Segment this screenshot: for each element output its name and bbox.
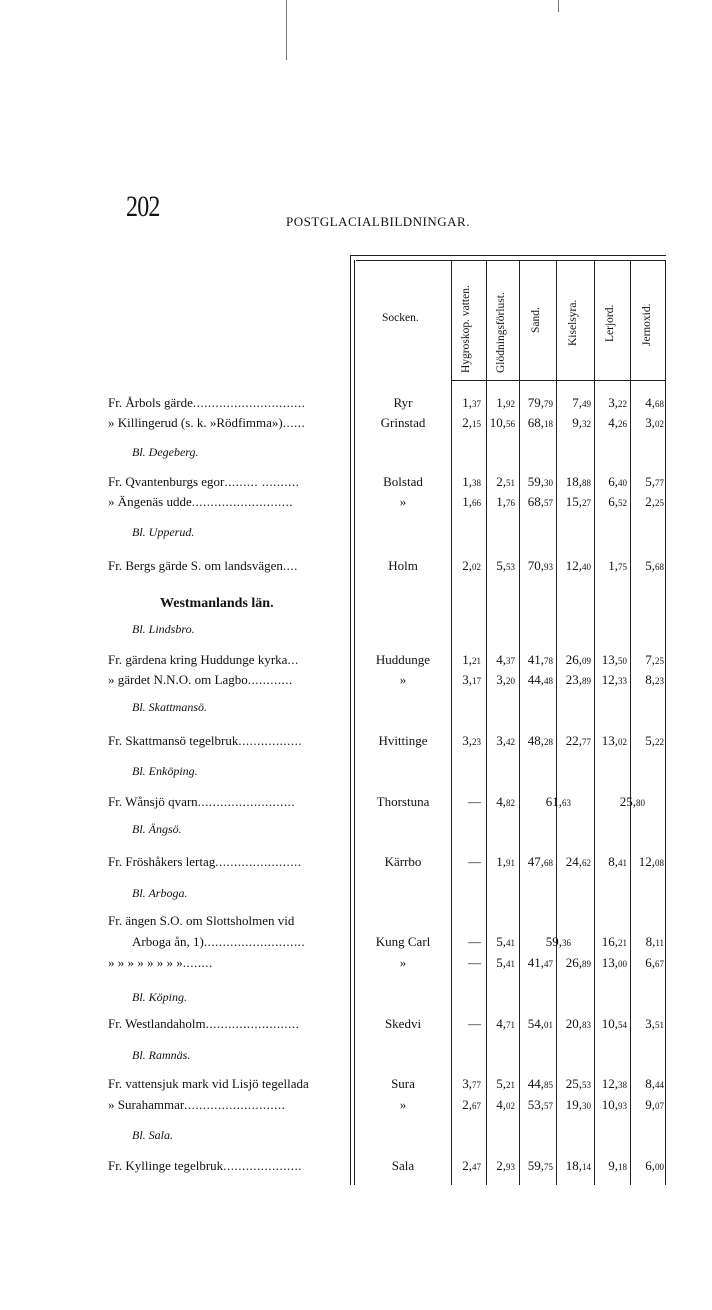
leader-dots: .......................... bbox=[197, 794, 296, 809]
cell-value: 3,20 bbox=[496, 672, 515, 687]
row-label-text: Fr. gärdena kring Huddunge kyrka bbox=[108, 652, 288, 667]
cell-value: 4,26 bbox=[608, 415, 627, 430]
row-label-text: Fr. Qvantenburgs egor bbox=[108, 474, 225, 489]
row-socken: Sala bbox=[391, 1158, 415, 1173]
leader-dots: ... bbox=[287, 652, 299, 667]
cell-value: 1,75 bbox=[608, 558, 627, 573]
cell-value: 26,89 bbox=[565, 955, 591, 970]
leader-dots: ........................... bbox=[203, 934, 306, 949]
cell-value: 13,50 bbox=[601, 652, 627, 667]
cell-value: 12,08 bbox=[638, 854, 664, 869]
cell-value: 18,14 bbox=[565, 1158, 591, 1173]
cell-value: 5,41 bbox=[496, 934, 515, 949]
cell-value: 6,40 bbox=[608, 474, 627, 489]
row-label-text: » gärdet N.N.O. om Lagbo bbox=[108, 672, 248, 687]
cell-value: 3,77 bbox=[462, 1076, 481, 1091]
cell-value: 4,71 bbox=[496, 1016, 515, 1031]
sheet-subheading: Bl. Degeberg. bbox=[132, 445, 199, 459]
row-label-text: Fr. Kyllinge tegelbruk bbox=[108, 1158, 224, 1173]
cell-value: 1,66 bbox=[462, 494, 481, 509]
cell-value: 59,36 bbox=[545, 934, 571, 949]
row-label bbox=[108, 415, 346, 431]
row-label-text: Fr. Wånsjö qvarn bbox=[108, 794, 198, 809]
col-header-kisel: Kiselsyra. bbox=[567, 299, 579, 346]
cell-value: 2,15 bbox=[462, 415, 481, 430]
leader-dots: ............ bbox=[247, 672, 293, 687]
cell-value: 2,67 bbox=[462, 1097, 481, 1112]
cell-value: 41,47 bbox=[527, 955, 553, 970]
cell-value: 25,80 bbox=[619, 794, 645, 809]
cell-value: 3,02 bbox=[645, 415, 664, 430]
row-label-text: Fr. Årbols gärde bbox=[108, 395, 193, 410]
cell-value: 2,47 bbox=[462, 1158, 481, 1173]
row-label bbox=[108, 733, 346, 749]
sheet-subheading: Bl. Arboga. bbox=[132, 886, 188, 900]
leader-dots: ........................... bbox=[184, 1097, 286, 1112]
row-socken: Holm bbox=[388, 558, 418, 573]
row-socken: Skedvi bbox=[384, 1016, 422, 1031]
cell-value: 3,22 bbox=[608, 395, 627, 410]
cell-value: 3,17 bbox=[462, 672, 481, 687]
cell-value: 13,02 bbox=[601, 733, 627, 748]
cell-value: — bbox=[468, 1016, 481, 1031]
row-socken: Bolstad bbox=[383, 474, 423, 489]
row-label bbox=[108, 1097, 346, 1113]
table-row bbox=[0, 733, 712, 753]
cell-value: 5,77 bbox=[645, 474, 664, 489]
row-label-text: Fr. Bergs gärde S. om landsvägen bbox=[108, 558, 283, 573]
col-header-hygro: Hygroskop. vatten. bbox=[460, 285, 472, 373]
cell-value: 10,56 bbox=[489, 415, 515, 430]
table-row bbox=[0, 494, 712, 514]
table-row bbox=[0, 794, 712, 814]
sheet-subheading: Bl. Upperud. bbox=[132, 525, 195, 539]
cell-value: 20,83 bbox=[565, 1016, 591, 1031]
leader-dots: ....................... bbox=[215, 854, 302, 869]
cell-value: 12,40 bbox=[565, 558, 591, 573]
cell-value: 7,49 bbox=[572, 395, 591, 410]
cell-value: — bbox=[468, 854, 481, 869]
cell-value: 59,75 bbox=[527, 1158, 553, 1173]
cell-value: 16,21 bbox=[601, 934, 627, 949]
cell-value: 1,37 bbox=[462, 395, 481, 410]
header-bottom-rule bbox=[451, 380, 666, 381]
cell-value: 54,01 bbox=[527, 1016, 553, 1031]
table-row bbox=[0, 913, 712, 933]
page-number: 202 bbox=[126, 190, 160, 223]
cell-value: 2,02 bbox=[462, 558, 481, 573]
sheet-subheading: Bl. Sala. bbox=[132, 1128, 173, 1142]
cell-value: 53,57 bbox=[527, 1097, 553, 1112]
scan-edge-line bbox=[558, 0, 559, 12]
cell-value: 3,42 bbox=[496, 733, 515, 748]
row-socken: Sura bbox=[391, 1076, 415, 1091]
row-label-text: Fr. Skattmansö tegelbruk bbox=[108, 733, 239, 748]
row-socken: Thorstuna bbox=[376, 794, 430, 809]
cell-value: 26,09 bbox=[565, 652, 591, 667]
cell-value: 8,44 bbox=[645, 1076, 664, 1091]
cell-value: — bbox=[468, 955, 481, 970]
row-label-text: Fr. Fröshåkers lertag bbox=[108, 854, 216, 869]
row-label bbox=[108, 1076, 346, 1092]
row-socken: » bbox=[399, 672, 407, 687]
cell-value: 13,00 bbox=[601, 955, 627, 970]
table-top-rule bbox=[350, 255, 666, 256]
section-heading: Westmanlands län. bbox=[160, 596, 274, 611]
leader-dots: ..................... bbox=[223, 1158, 302, 1173]
cell-value: 68,18 bbox=[527, 415, 553, 430]
row-socken: » bbox=[399, 955, 407, 970]
row-socken: Kärrbo bbox=[384, 854, 422, 869]
cell-value: 1,38 bbox=[462, 474, 481, 489]
col-header-glod: Glödningsförlust. bbox=[495, 292, 507, 373]
sheet-subheading: Bl. Enköping. bbox=[132, 764, 198, 778]
cell-value: 2,93 bbox=[496, 1158, 515, 1173]
cell-value: 5,41 bbox=[496, 955, 515, 970]
leader-dots: .... bbox=[282, 558, 298, 573]
table-row bbox=[0, 1076, 712, 1096]
table-row bbox=[0, 474, 712, 494]
row-socken: Kung Carl bbox=[375, 934, 431, 949]
row-label-text: » Ängenäs udde bbox=[108, 494, 192, 509]
table-row bbox=[0, 854, 712, 874]
cell-value: 8,41 bbox=[608, 854, 627, 869]
cell-value: 4,02 bbox=[496, 1097, 515, 1112]
cell-value: 79,79 bbox=[527, 395, 553, 410]
cell-value: 47,68 bbox=[527, 854, 553, 869]
cell-value: 6,00 bbox=[645, 1158, 664, 1173]
cell-value: 61,63 bbox=[545, 794, 571, 809]
row-label bbox=[108, 854, 346, 870]
cell-value: — bbox=[468, 934, 481, 949]
table-row bbox=[0, 415, 712, 435]
cell-value: 59,30 bbox=[527, 474, 553, 489]
row-label bbox=[108, 494, 346, 510]
row-label-text: Fr. vattensjuk mark vid Lisjö tegellada bbox=[108, 1076, 309, 1091]
row-socken: Hvittinge bbox=[378, 733, 428, 748]
cell-value: 10,54 bbox=[601, 1016, 627, 1031]
table-row bbox=[0, 652, 712, 672]
sheet-subheading: Bl. Ängsö. bbox=[132, 822, 182, 836]
cell-value: 4,68 bbox=[645, 395, 664, 410]
leader-dots: ...... bbox=[282, 415, 306, 430]
leader-dots: ......... .......... bbox=[224, 474, 300, 489]
table-row bbox=[0, 1158, 712, 1178]
cell-value: 2,51 bbox=[496, 474, 515, 489]
cell-value: 1,21 bbox=[462, 652, 481, 667]
cell-value: 70,93 bbox=[527, 558, 553, 573]
cell-value: 22,77 bbox=[565, 733, 591, 748]
cell-value: 7,25 bbox=[645, 652, 664, 667]
cell-value: 6,67 bbox=[645, 955, 664, 970]
table-row bbox=[0, 558, 712, 578]
col-header-socken: Socken. bbox=[382, 312, 419, 324]
row-label bbox=[108, 652, 346, 668]
cell-value: 3,51 bbox=[645, 1016, 664, 1031]
cell-value: 8,23 bbox=[645, 672, 664, 687]
cell-value: 18,88 bbox=[565, 474, 591, 489]
row-label bbox=[108, 794, 346, 810]
sheet-subheading: Bl. Skattmansö. bbox=[132, 700, 207, 714]
cell-value: 1,76 bbox=[496, 494, 515, 509]
cell-value: 44,48 bbox=[527, 672, 553, 687]
table-row bbox=[0, 955, 712, 975]
cell-value: 3,23 bbox=[462, 733, 481, 748]
cell-value: 68,57 bbox=[527, 494, 553, 509]
row-label-text: » Killingerud (s. k. »Rödfimma») bbox=[108, 415, 283, 430]
cell-value: 8,11 bbox=[645, 934, 664, 949]
table-row bbox=[0, 1016, 712, 1036]
cell-value: 12,38 bbox=[601, 1076, 627, 1091]
row-label-text: » » » » » » » » bbox=[108, 955, 183, 970]
table-row bbox=[0, 1097, 712, 1117]
sheet-subheading: Bl. Lindsbro. bbox=[132, 622, 195, 636]
cell-value: 23,89 bbox=[565, 672, 591, 687]
row-socken: » bbox=[399, 1097, 407, 1112]
row-label-text: » Surahammar bbox=[108, 1097, 185, 1112]
cell-value: — bbox=[468, 794, 481, 809]
cell-value: 12,33 bbox=[601, 672, 627, 687]
cell-value: 6,52 bbox=[608, 494, 627, 509]
row-label bbox=[108, 955, 346, 971]
cell-value: 44,85 bbox=[527, 1076, 553, 1091]
cell-value: 48,28 bbox=[527, 733, 553, 748]
cell-value: 25,53 bbox=[565, 1076, 591, 1091]
cell-value: 1,92 bbox=[496, 395, 515, 410]
scan-edge-line bbox=[286, 0, 287, 60]
cell-value: 9,32 bbox=[572, 415, 591, 430]
row-label bbox=[132, 934, 370, 950]
row-label-text: Arboga ån, 1) bbox=[132, 934, 204, 949]
col-header-sand: Sand. bbox=[530, 307, 542, 333]
row-label bbox=[108, 1158, 346, 1174]
table-row bbox=[0, 672, 712, 692]
running-head: POSTGLACIALBILDNINGAR. bbox=[286, 214, 470, 229]
cell-value: 9,07 bbox=[645, 1097, 664, 1112]
col-header-jern: Jernoxid. bbox=[641, 303, 653, 346]
leader-dots: .............................. bbox=[192, 395, 306, 410]
table-top-rule-2 bbox=[356, 260, 666, 261]
sheet-subheading: Bl. Köping. bbox=[132, 990, 188, 1004]
cell-value: 1,91 bbox=[496, 854, 515, 869]
row-label bbox=[108, 474, 346, 490]
row-socken: Ryr bbox=[393, 395, 413, 410]
cell-value: 5,21 bbox=[496, 1076, 515, 1091]
cell-value: 5,53 bbox=[496, 558, 515, 573]
row-label bbox=[108, 558, 346, 574]
row-label-text: Fr. Westlandaholm bbox=[108, 1016, 206, 1031]
cell-value: 15,27 bbox=[565, 494, 591, 509]
cell-value: 2,25 bbox=[645, 494, 664, 509]
cell-value: 4,82 bbox=[496, 794, 515, 809]
cell-value: 10,93 bbox=[601, 1097, 627, 1112]
row-label bbox=[108, 913, 346, 929]
leader-dots: ........ bbox=[182, 955, 213, 970]
row-socken: Huddunge bbox=[375, 652, 431, 667]
cell-value: 24,62 bbox=[565, 854, 591, 869]
leader-dots: ........................... bbox=[191, 494, 294, 509]
leader-dots: ......................... bbox=[205, 1016, 300, 1031]
leader-dots: ................. bbox=[238, 733, 303, 748]
row-label bbox=[108, 1016, 346, 1032]
row-socken: Grinstad bbox=[380, 415, 426, 430]
table-row bbox=[0, 395, 712, 415]
row-socken: » bbox=[399, 494, 407, 509]
cell-value: 19,30 bbox=[565, 1097, 591, 1112]
table-row bbox=[0, 934, 712, 954]
row-label bbox=[108, 395, 346, 411]
sheet-subheading: Bl. Ramnäs. bbox=[132, 1048, 191, 1062]
col-header-ler: Lerjord. bbox=[604, 304, 616, 342]
row-label-text: Fr. ängen S.O. om Slottsholmen vid bbox=[108, 913, 295, 928]
cell-value: 5,22 bbox=[645, 733, 664, 748]
cell-value: 41,78 bbox=[527, 652, 553, 667]
row-label bbox=[108, 672, 346, 688]
cell-value: 5,68 bbox=[645, 558, 664, 573]
cell-value: 9,18 bbox=[608, 1158, 627, 1173]
cell-value: 4,37 bbox=[496, 652, 515, 667]
